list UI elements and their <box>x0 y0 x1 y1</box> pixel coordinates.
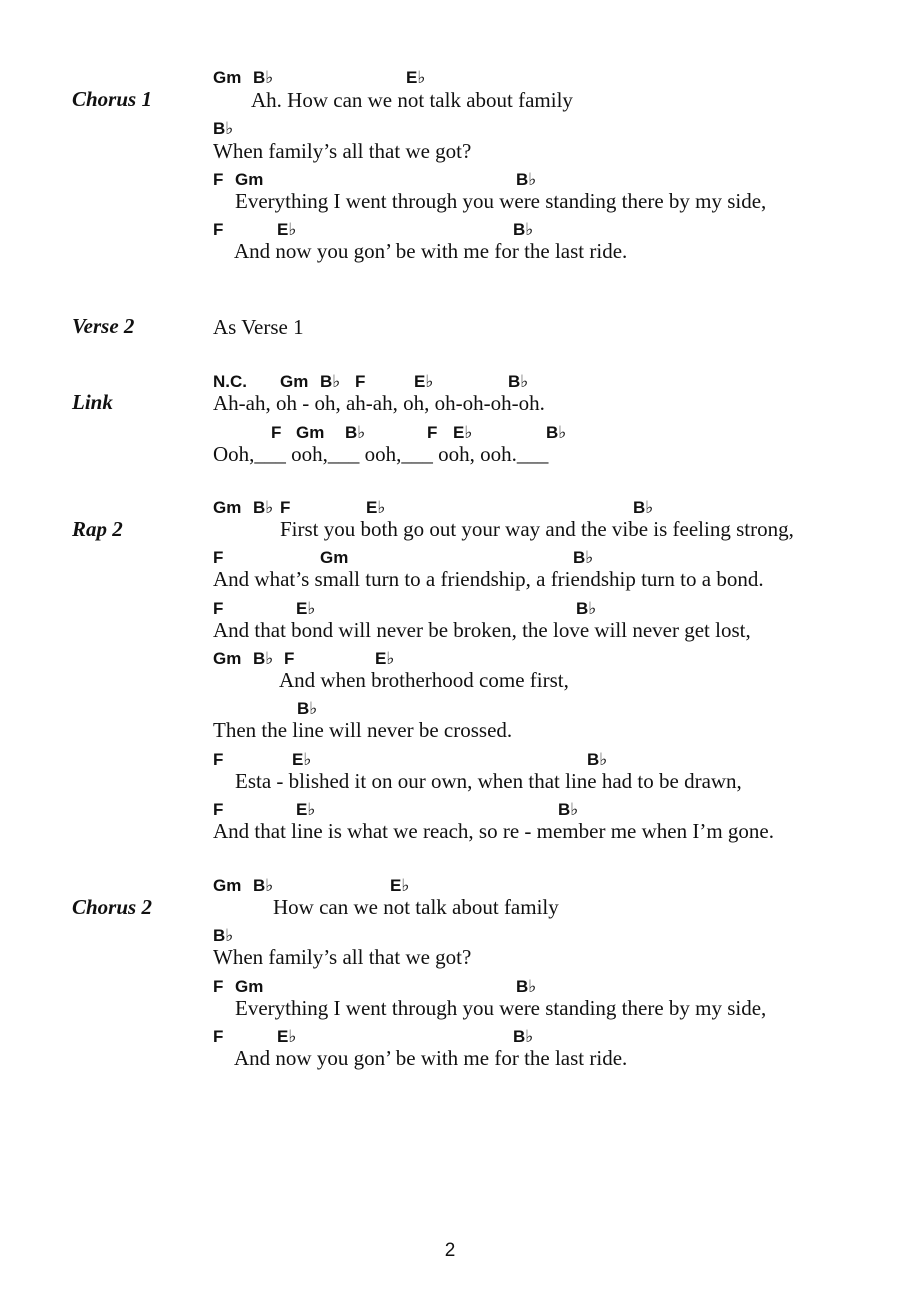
chord: E♭ <box>453 423 473 442</box>
chord: F <box>213 750 224 769</box>
chord: B♭ <box>253 498 274 517</box>
chord: Gm <box>320 548 349 567</box>
lyric-line: And now you gon’ be with me for the last ride. <box>234 1046 628 1070</box>
lyric-line: And that bond will never be broken, the love will never get lost, <box>213 618 751 642</box>
chord: E♭ <box>277 1027 297 1046</box>
chord: Gm <box>213 876 242 895</box>
section-label-link: Link <box>72 390 113 414</box>
chord: B♭ <box>345 423 366 442</box>
chord: F <box>213 548 224 567</box>
chord: F <box>213 800 224 819</box>
chord: B♭ <box>213 926 234 945</box>
chord: E♭ <box>406 68 426 87</box>
lyric-line: And what’s small turn to a friendship, a friendship turn to a bond. <box>213 567 764 591</box>
chord: B♭ <box>516 977 537 996</box>
lyric-line: Ooh,___ ooh,___ ooh,___ ooh, ooh.___ <box>213 442 549 466</box>
chord: E♭ <box>390 876 410 895</box>
chord: N.C. <box>213 372 247 391</box>
lyric-line: First you both go out your way and the vibe is feeling strong, <box>280 517 794 541</box>
chord: B♭ <box>587 750 608 769</box>
chord: Gm <box>213 649 242 668</box>
chord: B♭ <box>253 649 274 668</box>
chord: E♭ <box>366 498 386 517</box>
chord: E♭ <box>296 800 316 819</box>
lyric-line: Esta - blished it on our own, when that line had to be drawn, <box>235 769 742 793</box>
chord: B♭ <box>558 800 579 819</box>
lyric-line: When family’s all that we got? <box>213 945 472 969</box>
chord: F <box>284 649 295 668</box>
chord: E♭ <box>277 220 297 239</box>
chord: E♭ <box>292 750 312 769</box>
chord: B♭ <box>513 1027 534 1046</box>
lyric-line: When family’s all that we got? <box>213 139 472 163</box>
chord: E♭ <box>414 372 434 391</box>
chord: F <box>280 498 291 517</box>
chord: B♭ <box>576 599 597 618</box>
section-label-rap-2: Rap 2 <box>72 517 123 541</box>
chord: Gm <box>235 977 264 996</box>
chord: F <box>213 220 224 239</box>
chord: Gm <box>235 170 264 189</box>
chord: B♭ <box>320 372 341 391</box>
lyric-line: Then the line will never be crossed. <box>213 718 513 742</box>
chord: Gm <box>280 372 309 391</box>
section-label-chorus-2: Chorus 2 <box>72 895 152 919</box>
lyric-line: Everything I went through you were standing there by my side, <box>235 996 767 1020</box>
chord: B♭ <box>633 498 654 517</box>
lyric-line: Ah-ah, oh - oh, ah-ah, oh, oh-oh-oh-oh. <box>213 391 545 415</box>
lyric-line: How can we not talk about family <box>273 895 559 919</box>
chord: B♭ <box>546 423 567 442</box>
chord: B♭ <box>253 876 274 895</box>
lyric-line: And when brotherhood come first, <box>279 668 569 692</box>
section-label-verse-2: Verse 2 <box>72 314 135 338</box>
chord: B♭ <box>297 699 318 718</box>
verse-2-reference: As Verse 1 <box>213 315 304 339</box>
chord: F <box>355 372 366 391</box>
chord: B♭ <box>513 220 534 239</box>
lyric-line: Everything I went through you were standing there by my side, <box>235 189 767 213</box>
chord: B♭ <box>508 372 529 391</box>
chord: Gm <box>213 68 242 87</box>
chord: B♭ <box>573 548 594 567</box>
chord: F <box>271 423 282 442</box>
chord: F <box>213 1027 224 1046</box>
lyric-line: Ah. How can we not talk about family <box>251 88 573 112</box>
chord: B♭ <box>516 170 537 189</box>
chord: F <box>427 423 438 442</box>
lyric-line: And that line is what we reach, so re - member me when I’m gone. <box>213 819 774 843</box>
chord: E♭ <box>296 599 316 618</box>
lyric-line: And now you gon’ be with me for the last ride. <box>234 239 628 263</box>
chord: F <box>213 170 224 189</box>
chord: E♭ <box>375 649 395 668</box>
chord: F <box>213 977 224 996</box>
chord: Gm <box>296 423 325 442</box>
chord: F <box>213 599 224 618</box>
page-number: 2 <box>444 1240 456 1261</box>
chord: B♭ <box>213 119 234 138</box>
chord: B♭ <box>253 68 274 87</box>
chord: Gm <box>213 498 242 517</box>
section-label-chorus-1: Chorus 1 <box>72 87 152 111</box>
